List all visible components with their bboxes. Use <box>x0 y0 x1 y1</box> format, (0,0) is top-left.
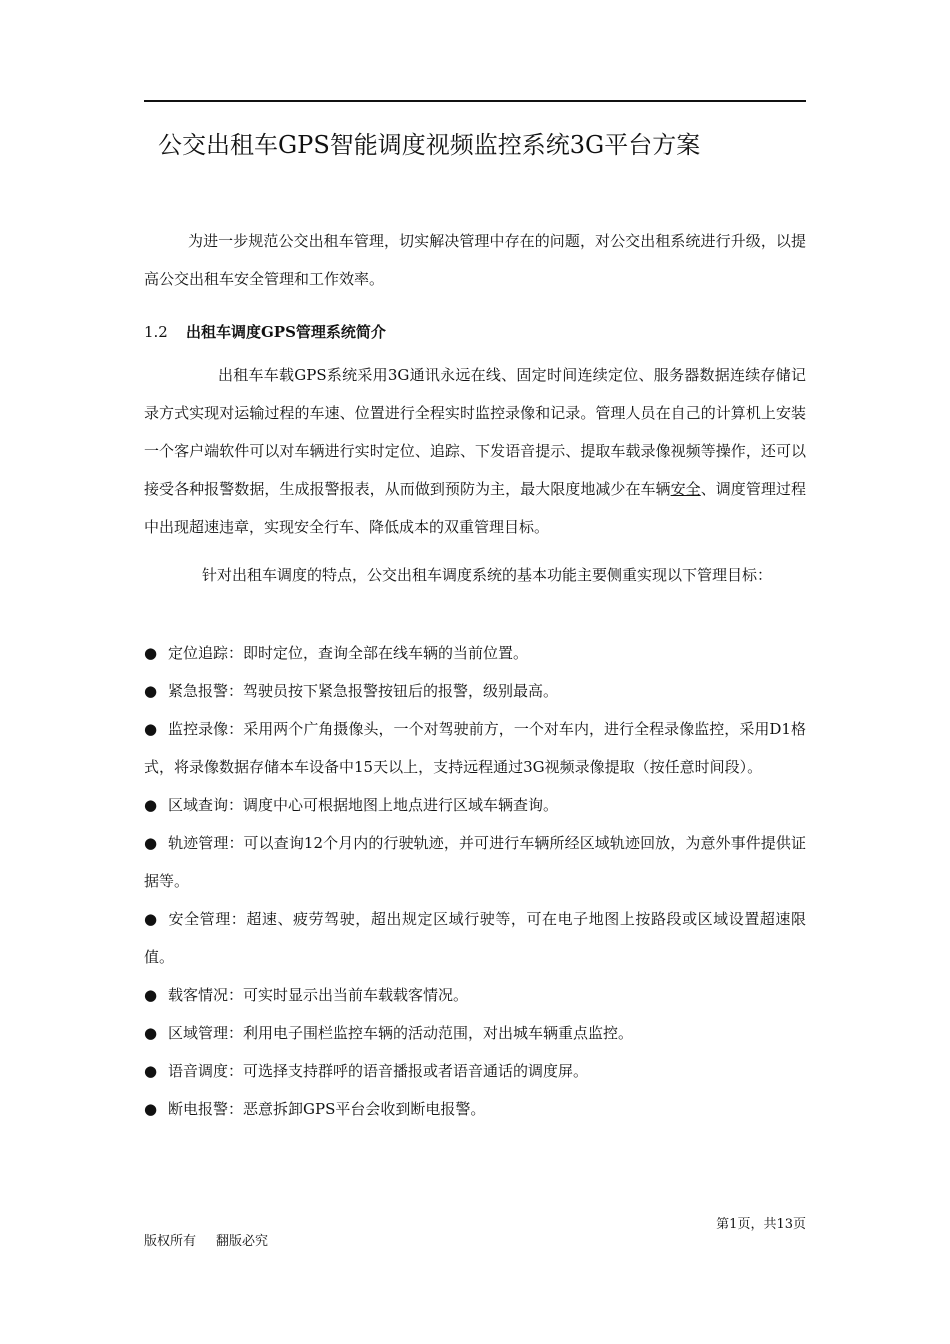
system-overview-paragraph <box>144 356 806 546</box>
piracy-notice: 翻版必究 <box>216 1234 269 1249</box>
list-item-text: 定位追踪：即时定位，查询全部在线车辆的当前位置。 <box>168 644 529 662</box>
list-item <box>144 900 806 976</box>
intro-paragraph: 为进一步规范公交出租车管理，切实解决管理中存在的问题，对公交出租系统进行升级，以提高公交出租车安全管理和工作效率。 <box>144 232 806 288</box>
safety-link[interactable]: 安全 <box>670 480 701 498</box>
list-item <box>144 1090 806 1128</box>
bullet-icon: ● <box>144 720 158 738</box>
bullet-icon: ● <box>144 644 158 662</box>
list-item-text: 安全管理：超速、疲劳驾驶，超出规定区域行驶等，可在电子地图上按路段或区域设置超速限值。 <box>144 910 806 966</box>
functions-intro-paragraph: 针对出租车调度的特点，公交出租车调度系统的基本功能主要侧重实现以下管理目标： <box>202 566 773 584</box>
list-item <box>144 710 806 786</box>
bullet-icon: ● <box>144 910 158 928</box>
list-item-text: 区域管理：利用电子围栏监控车辆的活动范围，对出城车辆重点监控。 <box>168 1024 634 1042</box>
overview-text-end: 、调度管理过程中出现超速违章，实现安全行车、降低成本的双重管理目标。 <box>144 480 806 536</box>
list-item-text: 紧急报警：驾驶员按下紧急报警按钮后的报警，级别最高。 <box>168 682 559 700</box>
list-item-text: 轨迹管理：可以查询12个月内的行驶轨迹，并可进行车辆所经区域轨迹回放，为意外事件提供证据等。 <box>144 834 806 890</box>
list-item <box>144 1014 806 1052</box>
list-item <box>144 672 806 710</box>
bullet-icon: ● <box>144 1100 158 1118</box>
header-rule <box>144 100 806 102</box>
bullet-icon: ● <box>144 834 158 852</box>
bullet-icon: ● <box>144 1062 158 1080</box>
list-item <box>144 824 806 900</box>
section-number: 1.2 <box>144 323 168 341</box>
section-title: 出租车调度GPS管理系统简介 <box>186 323 386 341</box>
list-item <box>144 1052 806 1090</box>
list-item-text: 语音调度：可选择支持群呼的语音播报或者语音通话的调度屏。 <box>168 1062 589 1080</box>
section-heading <box>144 318 386 346</box>
document-title: 公交出租车GPS智能调度视频监控系统3G平台方案 <box>158 131 701 159</box>
footer-copyright <box>144 1232 268 1252</box>
overview-text-start: 出租车车载GPS系统采用3G通讯永远在线、固定时间连续定位、服务器数据连续存储记录方式实现对运输过程的车速、位置进行全程实时监控录像和记录。管理人员在自己的计算机上安装一个客户端软件可以对车辆进行实时定位、追踪、下发语音提示、提取车载录像视频等操作，还可以接受各种报警数据，生成报警报表，从而做到预防为主，最大限度地减少在车辆 <box>144 366 806 498</box>
list-item-text: 区域查询：调度中心可根据地图上地点进行区域车辆查询。 <box>168 796 559 814</box>
list-item-text: 载客情况：可实时显示出当前车载载客情况。 <box>168 986 469 1004</box>
page-number: 第1页，共13页 <box>716 1217 806 1232</box>
list-item <box>144 976 806 1014</box>
list-item-text: 监控录像：采用两个广角摄像头，一个对驾驶前方，一个对车内，进行全程录像监控，采用D1格式，将录像数据存储本车设备中15天以上，支持远程通过3G视频录像提取（按任意时间段）。 <box>144 720 806 776</box>
list-item <box>144 786 806 824</box>
copyright-text: 版权所有 <box>144 1234 197 1249</box>
bullet-icon: ● <box>144 986 158 1004</box>
list-item-text: 断电报警：恶意拆卸GPS平台会收到断电报警。 <box>168 1100 486 1118</box>
bullet-icon: ● <box>144 682 158 700</box>
bullet-icon: ● <box>144 1024 158 1042</box>
list-item <box>144 634 806 672</box>
bullet-icon: ● <box>144 796 158 814</box>
feature-list <box>144 634 806 1128</box>
